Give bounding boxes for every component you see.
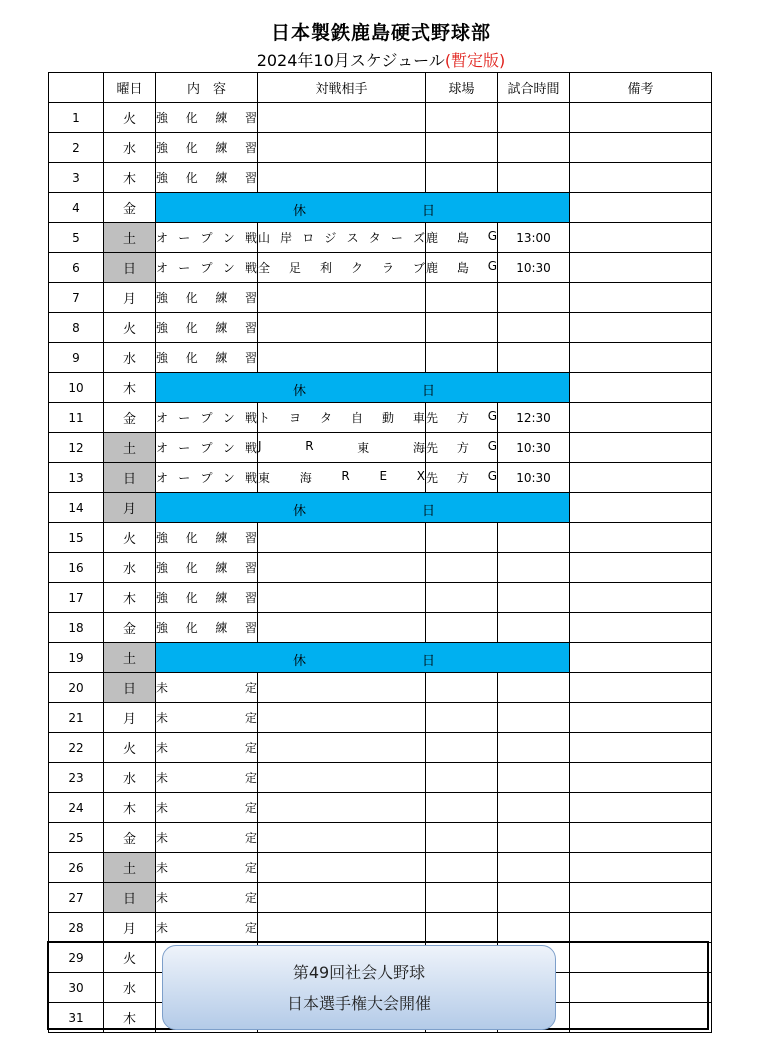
time-cell [498,313,570,343]
opponent-cell [258,343,426,373]
content-text: 未 定 [156,891,257,905]
weekday-cell: 火 [104,313,156,343]
header-opponent: 対戦相手 [258,73,426,103]
content-cell [156,343,258,373]
content-cell [156,883,258,913]
time-cell [498,673,570,703]
opponent-cell [258,703,426,733]
content-text: 強 化 練 習 [156,111,257,125]
remarks-cell [570,853,712,883]
tournament-callout [162,945,556,1030]
time-cell: 10:30 [498,253,570,283]
remarks-cell [570,553,712,583]
schedule-body [49,103,712,1033]
weekday-cell: 月 [104,283,156,313]
time-cell [498,283,570,313]
venue-cell [426,313,498,343]
day-cell: 26 [49,853,104,883]
venue-cell [426,763,498,793]
day-cell: 31 [49,1003,104,1033]
venue-cell [426,523,498,553]
venue-cell [426,163,498,193]
page-subtitle [0,48,762,71]
venue-cell [426,853,498,883]
weekday-cell: 火 [104,733,156,763]
day-cell: 27 [49,883,104,913]
time-cell: 10:30 [498,433,570,463]
remarks-cell [570,403,712,433]
content-cell [156,463,258,493]
content-cell [156,823,258,853]
day-cell: 24 [49,793,104,823]
holiday-label-2: 日 [422,504,436,519]
time-cell [498,553,570,583]
opponent-cell [258,313,426,343]
remarks-cell [570,463,712,493]
day-cell: 8 [49,313,104,343]
venue-cell [426,403,498,433]
remarks-cell [570,823,712,853]
page-title: 日本製鉄鹿島硬式野球部 [270,22,491,44]
day-cell: 6 [49,253,104,283]
opponent-cell [258,133,426,163]
time-cell [498,793,570,823]
content-text: 強 化 練 習 [156,141,257,155]
remarks-cell [570,223,712,253]
table-row [49,583,712,613]
remarks-cell [570,523,712,553]
weekday-cell: 土 [104,643,156,673]
remarks-cell [570,283,712,313]
table-row [49,613,712,643]
remarks-cell [570,433,712,463]
table-row [49,253,712,283]
venue-cell [426,223,498,253]
holiday-label-1: 休 [293,654,307,669]
holiday-cell [156,193,570,223]
table-row [49,673,712,703]
opponent-text: 東 海 R E X [258,469,425,485]
remarks-cell [570,913,712,943]
venue-text: 鹿 島 G [426,229,497,245]
opponent-cell [258,673,426,703]
remarks-cell [570,733,712,763]
content-text: 強 化 練 習 [156,531,257,545]
remarks-cell [570,673,712,703]
remarks-cell [570,133,712,163]
weekday-cell: 土 [104,223,156,253]
holiday-cell [156,373,570,403]
remarks-cell [570,373,712,403]
time-cell: 13:00 [498,223,570,253]
table-row [49,283,712,313]
content-text: 未 定 [156,711,257,725]
day-cell: 21 [49,703,104,733]
weekday-cell: 木 [104,1003,156,1033]
day-cell: 14 [49,493,104,523]
weekday-cell: 金 [104,403,156,433]
day-cell: 9 [49,343,104,373]
remarks-cell [570,313,712,343]
venue-cell [426,733,498,763]
content-cell [156,733,258,763]
table-row [49,313,712,343]
content-text: 強 化 練 習 [156,291,257,305]
opponent-cell [258,583,426,613]
day-cell: 12 [49,433,104,463]
content-text: オ ー プ ン 戦 [156,261,257,275]
table-row [49,343,712,373]
holiday-cell [156,493,570,523]
day-cell: 18 [49,613,104,643]
day-cell: 17 [49,583,104,613]
holiday-label-1: 休 [293,504,307,519]
opponent-cell [258,793,426,823]
table-row [49,553,712,583]
day-cell: 22 [49,733,104,763]
holiday-label-2: 日 [422,384,436,399]
venue-text: 先 方 G [426,439,497,455]
venue-cell [426,133,498,163]
content-cell [156,853,258,883]
holiday-label-1: 休 [293,204,307,219]
header-weekday: 曜日 [104,73,156,103]
content-cell [156,613,258,643]
table-row [49,463,712,493]
time-cell [498,163,570,193]
remarks-cell [570,103,712,133]
day-cell: 25 [49,823,104,853]
venue-cell [426,343,498,373]
content-text: オ ー プ ン 戦 [156,471,257,485]
venue-cell [426,913,498,943]
content-text: オ ー プ ン 戦 [156,411,257,425]
table-row [49,433,712,463]
content-cell [156,433,258,463]
day-cell: 11 [49,403,104,433]
content-text: 未 定 [156,801,257,815]
table-row [49,193,712,223]
remarks-cell [570,163,712,193]
weekday-cell: 土 [104,433,156,463]
content-cell [156,223,258,253]
opponent-cell [258,523,426,553]
weekday-cell: 日 [104,883,156,913]
venue-cell [426,463,498,493]
header-row [49,73,712,103]
day-cell: 29 [49,943,104,973]
remarks-cell [570,763,712,793]
venue-cell [426,883,498,913]
content-cell [156,403,258,433]
table-row [49,133,712,163]
remarks-cell [570,973,712,1003]
remarks-cell [570,883,712,913]
weekday-cell: 日 [104,673,156,703]
remarks-cell [570,253,712,283]
day-cell: 10 [49,373,104,403]
content-cell [156,103,258,133]
table-row [49,823,712,853]
time-cell [498,583,570,613]
weekday-cell: 水 [104,343,156,373]
table-row [49,373,712,403]
venue-cell [426,613,498,643]
content-text: 強 化 練 習 [156,591,257,605]
table-row [49,493,712,523]
weekday-cell: 火 [104,523,156,553]
subtitle-main: 2024年10月スケジュール [256,51,445,70]
time-cell [498,853,570,883]
content-text: 強 化 練 習 [156,171,257,185]
venue-cell [426,673,498,703]
content-cell [156,283,258,313]
venue-cell [426,703,498,733]
content-text: 未 定 [156,681,257,695]
time-cell [498,733,570,763]
content-cell [156,913,258,943]
weekday-cell: 水 [104,133,156,163]
header-day [49,73,104,103]
opponent-cell [258,823,426,853]
callout-line-2: 日本選手権大会開催 [286,993,431,1013]
remarks-cell [570,1003,712,1033]
subtitle-note: (暫定版) [444,51,506,70]
content-text: 未 定 [156,771,257,785]
weekday-cell: 火 [104,103,156,133]
time-cell [498,523,570,553]
day-cell: 7 [49,283,104,313]
opponent-cell [258,403,426,433]
day-cell: 3 [49,163,104,193]
content-cell [156,703,258,733]
weekday-cell: 水 [104,973,156,1003]
table-row [49,883,712,913]
content-text: 未 定 [156,861,257,875]
remarks-cell [570,643,712,673]
table-row [49,853,712,883]
table-row [49,223,712,253]
opponent-cell [258,463,426,493]
table-row [49,913,712,943]
header-remarks: 備考 [570,73,712,103]
venue-cell [426,823,498,853]
day-cell: 23 [49,763,104,793]
time-cell: 10:30 [498,463,570,493]
remarks-cell [570,703,712,733]
day-cell: 28 [49,913,104,943]
table-row [49,763,712,793]
time-cell [498,103,570,133]
weekday-cell: 金 [104,193,156,223]
weekday-cell: 日 [104,463,156,493]
opponent-cell [258,103,426,133]
weekday-cell: 月 [104,703,156,733]
day-cell: 16 [49,553,104,583]
time-cell [498,133,570,163]
holiday-cell [156,643,570,673]
weekday-cell: 日 [104,253,156,283]
header-time: 試合時間 [498,73,570,103]
callout-line-1: 第49回社会人野球 [292,962,426,982]
day-cell: 20 [49,673,104,703]
venue-cell [426,253,498,283]
venue-cell [426,553,498,583]
weekday-cell: 木 [104,583,156,613]
day-cell: 15 [49,523,104,553]
venue-cell [426,583,498,613]
content-text: 未 定 [156,831,257,845]
weekday-cell: 木 [104,793,156,823]
day-cell: 30 [49,973,104,1003]
content-cell [156,133,258,163]
table-row [49,103,712,133]
venue-cell [426,103,498,133]
time-cell [498,613,570,643]
content-text: 強 化 練 習 [156,621,257,635]
venue-text: 先 方 G [426,469,497,485]
remarks-cell [570,793,712,823]
weekday-cell: 火 [104,943,156,973]
table-row [49,643,712,673]
time-cell: 12:30 [498,403,570,433]
opponent-cell [258,283,426,313]
venue-text: 先 方 G [426,409,497,425]
content-cell [156,313,258,343]
opponent-cell [258,433,426,463]
opponent-text: ト ヨ タ 自 動 車 [258,411,425,425]
venue-cell [426,793,498,823]
content-text: 未 定 [156,921,257,935]
table-row [49,733,712,763]
opponent-cell [258,613,426,643]
header-content: 内 容 [156,73,258,103]
content-text: オ ー プ ン 戦 [156,231,257,245]
opponent-cell [258,553,426,583]
venue-text: 鹿 島 G [426,259,497,275]
day-cell: 5 [49,223,104,253]
remarks-cell [570,613,712,643]
weekday-cell: 月 [104,913,156,943]
opponent-text: 全 足 利 ク ラ ブ [258,261,425,275]
time-cell [498,823,570,853]
opponent-text: 山 岸 ロ ジ ス タ ー ズ [258,231,425,245]
day-cell: 19 [49,643,104,673]
table-row [49,163,712,193]
time-cell [498,883,570,913]
time-cell [498,343,570,373]
content-text: 強 化 練 習 [156,351,257,365]
opponent-cell [258,763,426,793]
remarks-cell [570,493,712,523]
venue-cell [426,283,498,313]
weekday-cell: 水 [104,553,156,583]
content-cell [156,673,258,703]
opponent-cell [258,163,426,193]
time-cell [498,913,570,943]
weekday-cell: 月 [104,493,156,523]
table-row [49,523,712,553]
venue-cell [426,433,498,463]
content-text: 強 化 練 習 [156,561,257,575]
table-row [49,403,712,433]
content-cell [156,583,258,613]
content-cell [156,763,258,793]
opponent-text: J R 東 海 [258,439,425,455]
time-cell [498,703,570,733]
opponent-cell [258,913,426,943]
content-cell [156,253,258,283]
holiday-label-1: 休 [293,384,307,399]
content-text: 強 化 練 習 [156,321,257,335]
table-row [49,793,712,823]
holiday-label-2: 日 [422,204,436,219]
content-cell [156,163,258,193]
remarks-cell [570,343,712,373]
content-text: 未 定 [156,741,257,755]
table-row [49,703,712,733]
weekday-cell: 金 [104,613,156,643]
opponent-cell [258,253,426,283]
content-cell [156,523,258,553]
header-venue: 球場 [426,73,498,103]
content-cell [156,553,258,583]
remarks-cell [570,583,712,613]
time-cell [498,763,570,793]
opponent-cell [258,223,426,253]
day-cell: 1 [49,103,104,133]
opponent-cell [258,733,426,763]
remarks-cell [570,943,712,973]
remarks-cell [570,193,712,223]
schedule-table [48,72,712,1033]
opponent-cell [258,883,426,913]
weekday-cell: 木 [104,373,156,403]
content-cell [156,793,258,823]
content-text: オ ー プ ン 戦 [156,441,257,455]
weekday-cell: 金 [104,823,156,853]
opponent-cell [258,853,426,883]
weekday-cell: 水 [104,763,156,793]
day-cell: 13 [49,463,104,493]
day-cell: 4 [49,193,104,223]
weekday-cell: 木 [104,163,156,193]
holiday-label-2: 日 [422,654,436,669]
day-cell: 2 [49,133,104,163]
weekday-cell: 土 [104,853,156,883]
